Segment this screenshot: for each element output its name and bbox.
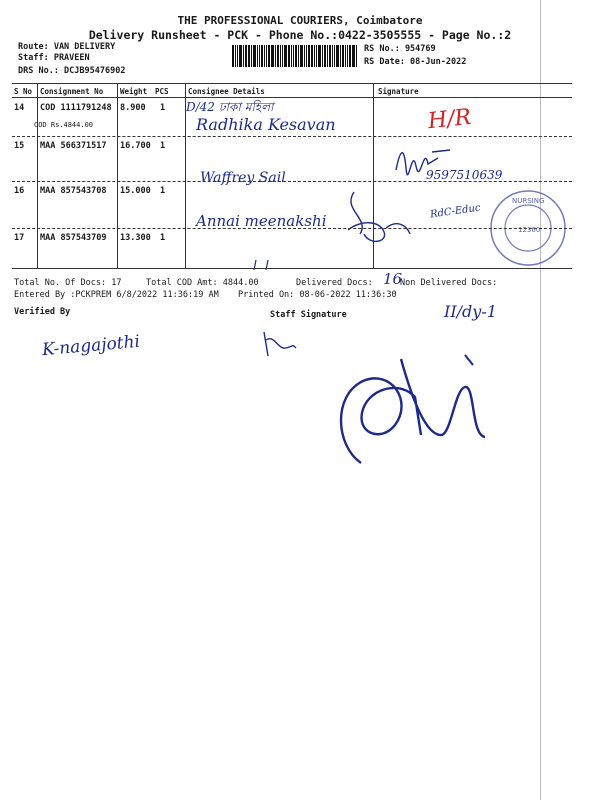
verifier-handwritten-name: K-nagajothi	[41, 331, 141, 361]
page-edge	[540, 0, 541, 800]
verified-by-label: Verified By	[14, 307, 71, 317]
large-signature	[315, 325, 490, 470]
row-consignment: MAA 857543709	[40, 233, 107, 243]
col-divider	[37, 83, 38, 268]
stamp-number: 12360	[518, 226, 541, 234]
table-header-rule	[12, 97, 572, 98]
row-pcs: 1	[160, 186, 166, 196]
row-handwritten-signature: H/R	[426, 104, 473, 135]
col-header-weight: Weight	[120, 87, 148, 96]
delivered-docs-handwritten: 16	[383, 270, 403, 288]
staff-signature-label: Staff Signature	[270, 310, 347, 320]
table-top-rule	[12, 83, 572, 84]
row-handwritten-address: D/42 ঢাকা মহিলা	[186, 100, 274, 114]
row-weight: 16.700	[120, 141, 151, 151]
signature-scribble	[340, 190, 420, 250]
row-separator	[12, 181, 572, 182]
col-header-sno: S No	[14, 87, 33, 96]
handwritten-date: II/dy-1	[444, 302, 497, 321]
rs-number: RS No.: 954769	[364, 44, 436, 54]
staff-label: Staff: PRAVEEN	[18, 53, 90, 63]
row-sno: 16	[14, 186, 25, 196]
route-label: Route: VAN DELIVERY	[18, 42, 116, 52]
col-header-signature: Signature	[378, 87, 419, 96]
row-consignment: MAA 857543708	[40, 186, 107, 196]
delivered-docs: Delivered Docs:	[296, 278, 373, 288]
rs-date: RS Date: 08-Jun-2022	[364, 57, 467, 67]
col-divider	[117, 83, 118, 268]
row-weight: 13.300	[120, 233, 151, 243]
stamp-text: NURSING	[512, 197, 545, 205]
printed-on: Printed On: 08-06-2022 11:36:30	[238, 290, 397, 300]
col-header-pcs: PCS	[155, 87, 169, 96]
runsheet-title: Delivery Runsheet - PCK - Phone No.:0422-3505555 - Page No.:2	[88, 28, 512, 42]
row-separator	[12, 136, 572, 137]
non-delivered-docs: Non Delivered Docs:	[400, 278, 498, 288]
total-cod-amount: Total COD Amt: 4844.00	[146, 278, 259, 288]
staff-signature-mark	[258, 330, 298, 360]
row-pcs: 1	[160, 103, 166, 113]
row-handwritten-consignee: Radhika Kesavan	[196, 115, 336, 134]
signature-scribble	[392, 140, 462, 176]
row-weight: 8.900	[120, 103, 146, 113]
row-handwritten-signature: RdC-Educ	[429, 202, 482, 221]
entered-by: Entered By :PCKPREM 6/8/2022 11:36:19 AM	[14, 290, 219, 300]
table-bottom-rule	[12, 268, 572, 269]
row-pcs: 1	[160, 141, 166, 151]
row-consignment: COD 1111791248	[40, 103, 112, 113]
row-pcs: 1	[160, 233, 166, 243]
row-sno: 15	[14, 141, 25, 151]
row-cod-amount: COD Rs.4844.00	[34, 121, 94, 129]
row-separator	[12, 228, 572, 229]
ink-mark	[250, 258, 280, 272]
row-consignment: MAA 566371517	[40, 141, 107, 151]
row-handwritten-consignee: Waffrey Sail	[200, 170, 286, 186]
col-header-consignee: Consignee Details	[188, 87, 265, 96]
row-sno: 17	[14, 233, 25, 243]
row-weight: 15.000	[120, 186, 151, 196]
barcode	[232, 45, 360, 67]
row-handwritten-phone: 9597510639	[426, 168, 503, 182]
row-handwritten-consignee: Annai meenakshi	[196, 212, 327, 230]
drs-number: DRS No.: DCJB95476902	[18, 66, 126, 76]
col-header-consignment: Consignment No	[40, 87, 104, 96]
company-title: THE PROFESSIONAL COURIERS, Coimbatore	[177, 14, 423, 27]
row-sno: 14	[14, 103, 25, 113]
total-docs: Total No. Of Docs: 17	[14, 278, 122, 288]
